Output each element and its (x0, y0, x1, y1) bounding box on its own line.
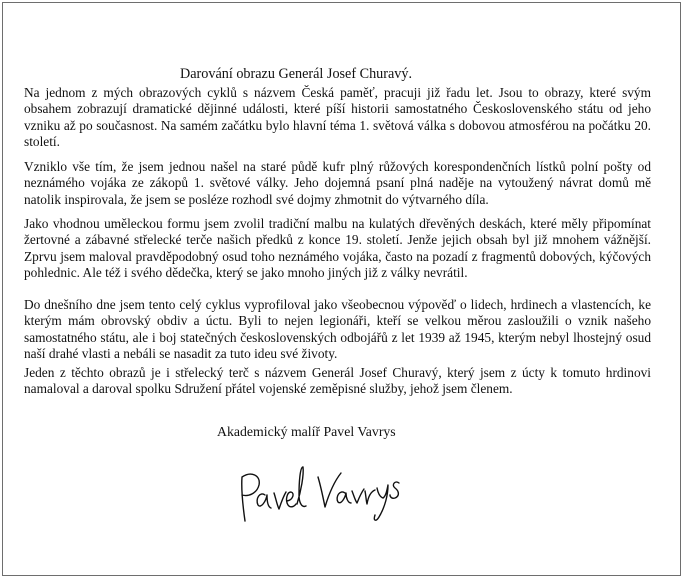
paragraph-4: Do dnešního dne jsem tento celý cyklus vyprofiloval jako všeobecnou výpověď o lidech, hrdinech a vlastencích, ke kterým mám obrovský obdiv a úctu. Byli to nejen legionáři, kteří se velkou měrou zasloužili o vznik našeho samostatného státu, ale i boj statečných československých odbojářů z let 1939 až 1945, kterým nebyl lhostejný osud naší drahé vlasti a nebáli se nasadit za tuto ideu své životy. (24, 297, 651, 361)
paragraph-5: Jeden z těchto obrazů je i střelecký terč s názvem Generál Josef Churavý, který jsem z úcty k tomuto hrdinovi namaloval a daroval spolku Sdružení přátel vojenské zeměpisné služby, jehož jsem členem. (24, 365, 651, 397)
handwritten-signature (227, 455, 417, 531)
document-title: Darování obrazu Generál Josef Churavý. (180, 66, 413, 82)
paragraph-2: Vzniklo vše tím, že jsem jednou našel na staré půdě kufr plný růžových korespondenčních lístků polní pošty od neznámého vojáka ze zákopů 1. světové války. Jeho dojemná psaní plná naděje na vytoužený návrat domů mě natolik inspirovala, že jsem se posléze rozhodl své dojmy zhmotnit do výtvarného díla. (24, 159, 651, 207)
author-name: Akademický malíř Pavel Vavrys (217, 424, 396, 439)
paragraph-3: Jako vhodnou uměleckou formu jsem zvolil tradiční malbu na kulatých dřevěných deskách, které měly připomínat žertovné a zábavné střelecké terče našich předků z konce 19. století. Jenže jejich obsah byl již mnohem vážnější. Zprvu jsem maloval pravděpodobný osud toho neznámého vojáka, často na pozadí z fragmentů dobových, kýčových pohlednic. Ale též i svého dědečka, který se jako mnoho jiných již z války nevrátil. (24, 216, 651, 280)
document-page (2, 2, 681, 576)
paragraph-1: Na jednom z mých obrazových cyklů s názvem Česká paměť, pracuji již řadu let. Jsou to obrazy, které svým obsahem zobrazují dramatické dějinné události, které píší historii samostatného Československého státu od jeho vzniku až po současnost. Na samém začátku bylo hlavní téma 1. světová válka s dobovou atmosférou na počátku 20. století. (24, 85, 651, 149)
